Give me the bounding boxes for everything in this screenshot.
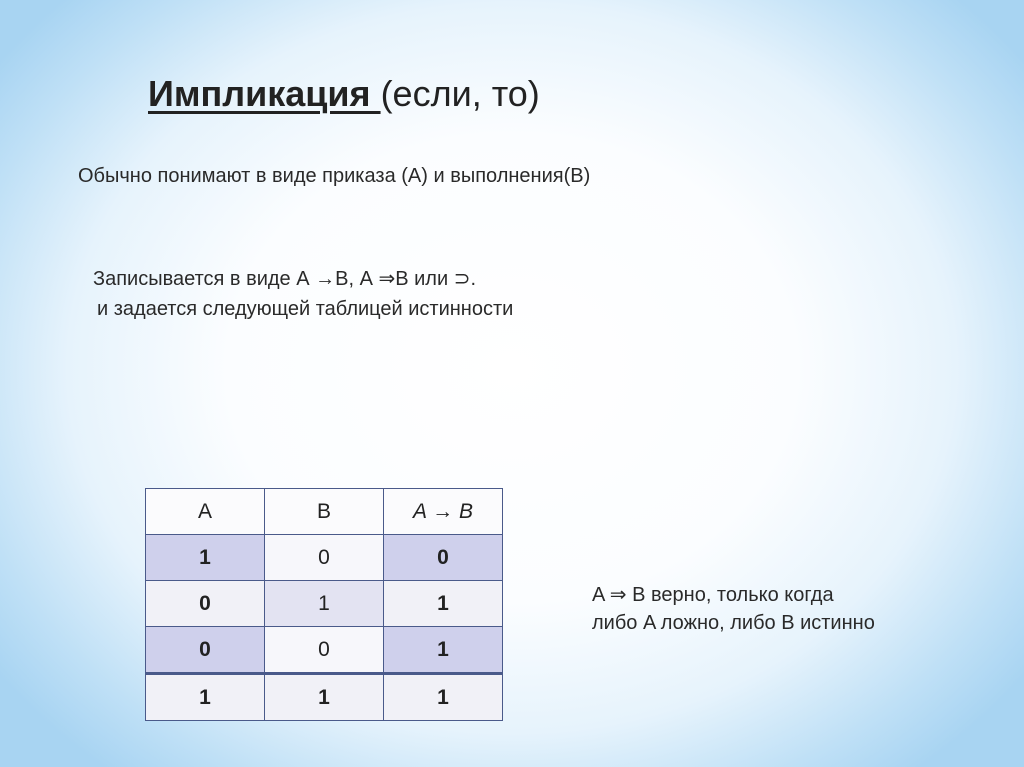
cell-b: 1 bbox=[265, 581, 384, 627]
slide-title bbox=[148, 72, 540, 116]
cell-b: 0 bbox=[265, 627, 384, 674]
cell-result: 1 bbox=[384, 674, 503, 721]
description-line-3: и задается следующей таблицей истинности bbox=[97, 298, 514, 320]
header-a: A bbox=[146, 489, 265, 535]
note-line-2: либо A ложно, либо B истинно bbox=[592, 612, 875, 634]
cell-result: 0 bbox=[384, 535, 503, 581]
title-main: Импликация bbox=[148, 73, 381, 114]
cell-a: 0 bbox=[146, 581, 265, 627]
description-line-2: Записывается в виде А →В, А ⇒В или ⊃. bbox=[93, 268, 476, 290]
cell-b: 1 bbox=[265, 674, 384, 721]
header-b: B bbox=[265, 489, 384, 535]
description-line-1: Обычно понимают в виде приказа (А) и выполнения(В) bbox=[78, 165, 591, 187]
header-implication: A → B bbox=[384, 489, 503, 535]
cell-a: 0 bbox=[146, 627, 265, 674]
cell-a: 1 bbox=[146, 535, 265, 581]
note-line-1: A ⇒ B верно, только когда bbox=[592, 584, 834, 606]
cell-a: 1 bbox=[146, 674, 265, 721]
truth-table bbox=[145, 488, 503, 721]
table-row bbox=[146, 627, 503, 674]
implication-note bbox=[592, 581, 875, 637]
cell-b: 0 bbox=[265, 535, 384, 581]
cell-result: 1 bbox=[384, 627, 503, 674]
table-row bbox=[146, 535, 503, 581]
table-row bbox=[146, 581, 503, 627]
cell-result: 1 bbox=[384, 581, 503, 627]
truth-table-header bbox=[146, 489, 503, 535]
table-row bbox=[146, 674, 503, 721]
title-sub: (если, то) bbox=[380, 73, 540, 114]
